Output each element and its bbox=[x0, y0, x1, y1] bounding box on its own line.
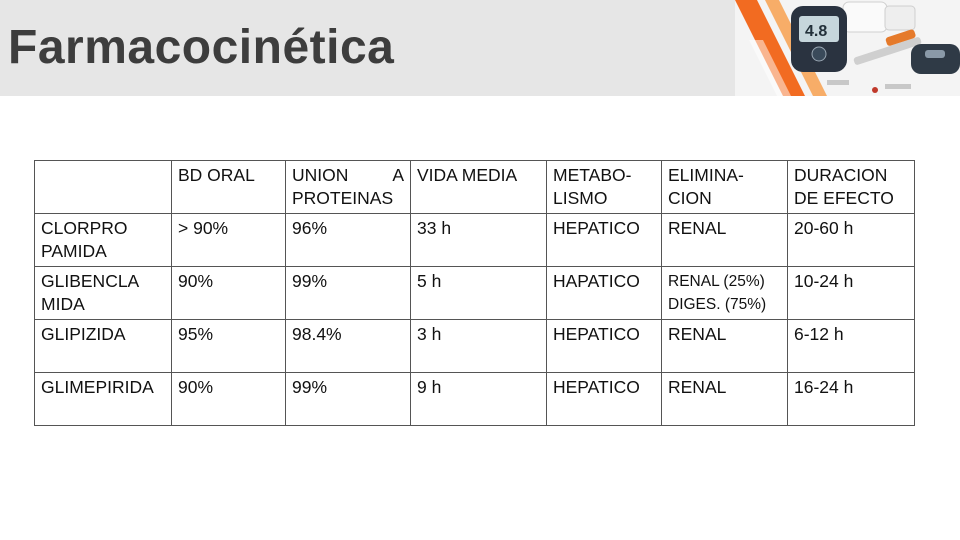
table-row bbox=[35, 214, 915, 267]
table-row bbox=[35, 267, 915, 320]
union-proteinas-cell: 98.4% bbox=[286, 320, 411, 373]
eliminacion-cell: RENAL (25%) DIGES. (75%) bbox=[662, 267, 788, 320]
title-band bbox=[0, 0, 960, 96]
vida-media-cell: 3 h bbox=[411, 320, 547, 373]
metabolismo-cell: HAPATICO bbox=[547, 267, 662, 320]
vida-media-cell: 5 h bbox=[411, 267, 547, 320]
eliminacion-cell: RENAL bbox=[662, 373, 788, 426]
header-cell-empty bbox=[35, 161, 172, 214]
vida-media-cell: 33 h bbox=[411, 214, 547, 267]
drug-name-cell: GLIBENCLA MIDA bbox=[35, 267, 172, 320]
duracion-cell: 16-24 h bbox=[788, 373, 915, 426]
header-cell-eliminacion: ELIMINA- CION bbox=[662, 161, 788, 214]
drug-name-cell: CLORPRO PAMIDA bbox=[35, 214, 172, 267]
header-cell-duracion: DURACION DE EFECTO bbox=[788, 161, 915, 214]
bd-oral-cell: 90% bbox=[172, 373, 286, 426]
duracion-cell: 10-24 h bbox=[788, 267, 915, 320]
eliminacion-cell: RENAL bbox=[662, 214, 788, 267]
table-row bbox=[35, 320, 915, 373]
header-cell-union-proteinas: UNION A PROTEINAS bbox=[286, 161, 411, 214]
vida-media-cell: 9 h bbox=[411, 373, 547, 426]
glucose-meter-icon bbox=[735, 0, 960, 96]
union-proteinas-cell: 96% bbox=[286, 214, 411, 267]
drug-name-cell: GLIMEPIRIDA bbox=[35, 373, 172, 426]
metabolismo-cell: HEPATICO bbox=[547, 214, 662, 267]
duracion-cell: 6-12 h bbox=[788, 320, 915, 373]
bd-oral-cell: > 90% bbox=[172, 214, 286, 267]
bd-oral-cell: 90% bbox=[172, 267, 286, 320]
eliminacion-cell: RENAL bbox=[662, 320, 788, 373]
header-cell-metabolismo: METABO- LISMO bbox=[547, 161, 662, 214]
metabolismo-cell: HEPATICO bbox=[547, 320, 662, 373]
union-proteinas-cell: 99% bbox=[286, 373, 411, 426]
header-cell-bd-oral: BD ORAL bbox=[172, 161, 286, 214]
table-header-row bbox=[35, 161, 915, 214]
drug-name-cell: GLIPIZIDA bbox=[35, 320, 172, 373]
pharmacokinetics-table bbox=[34, 160, 915, 426]
header-cell-vida-media: VIDA MEDIA bbox=[411, 161, 547, 214]
duracion-cell: 20-60 h bbox=[788, 214, 915, 267]
medical-banner-image bbox=[735, 0, 960, 96]
slide-title: Farmacocinética bbox=[8, 21, 395, 74]
metabolismo-cell: HEPATICO bbox=[547, 373, 662, 426]
bd-oral-cell: 95% bbox=[172, 320, 286, 373]
union-proteinas-cell: 99% bbox=[286, 267, 411, 320]
meter-reading: 4.8 bbox=[805, 23, 828, 40]
table-row bbox=[35, 373, 915, 426]
